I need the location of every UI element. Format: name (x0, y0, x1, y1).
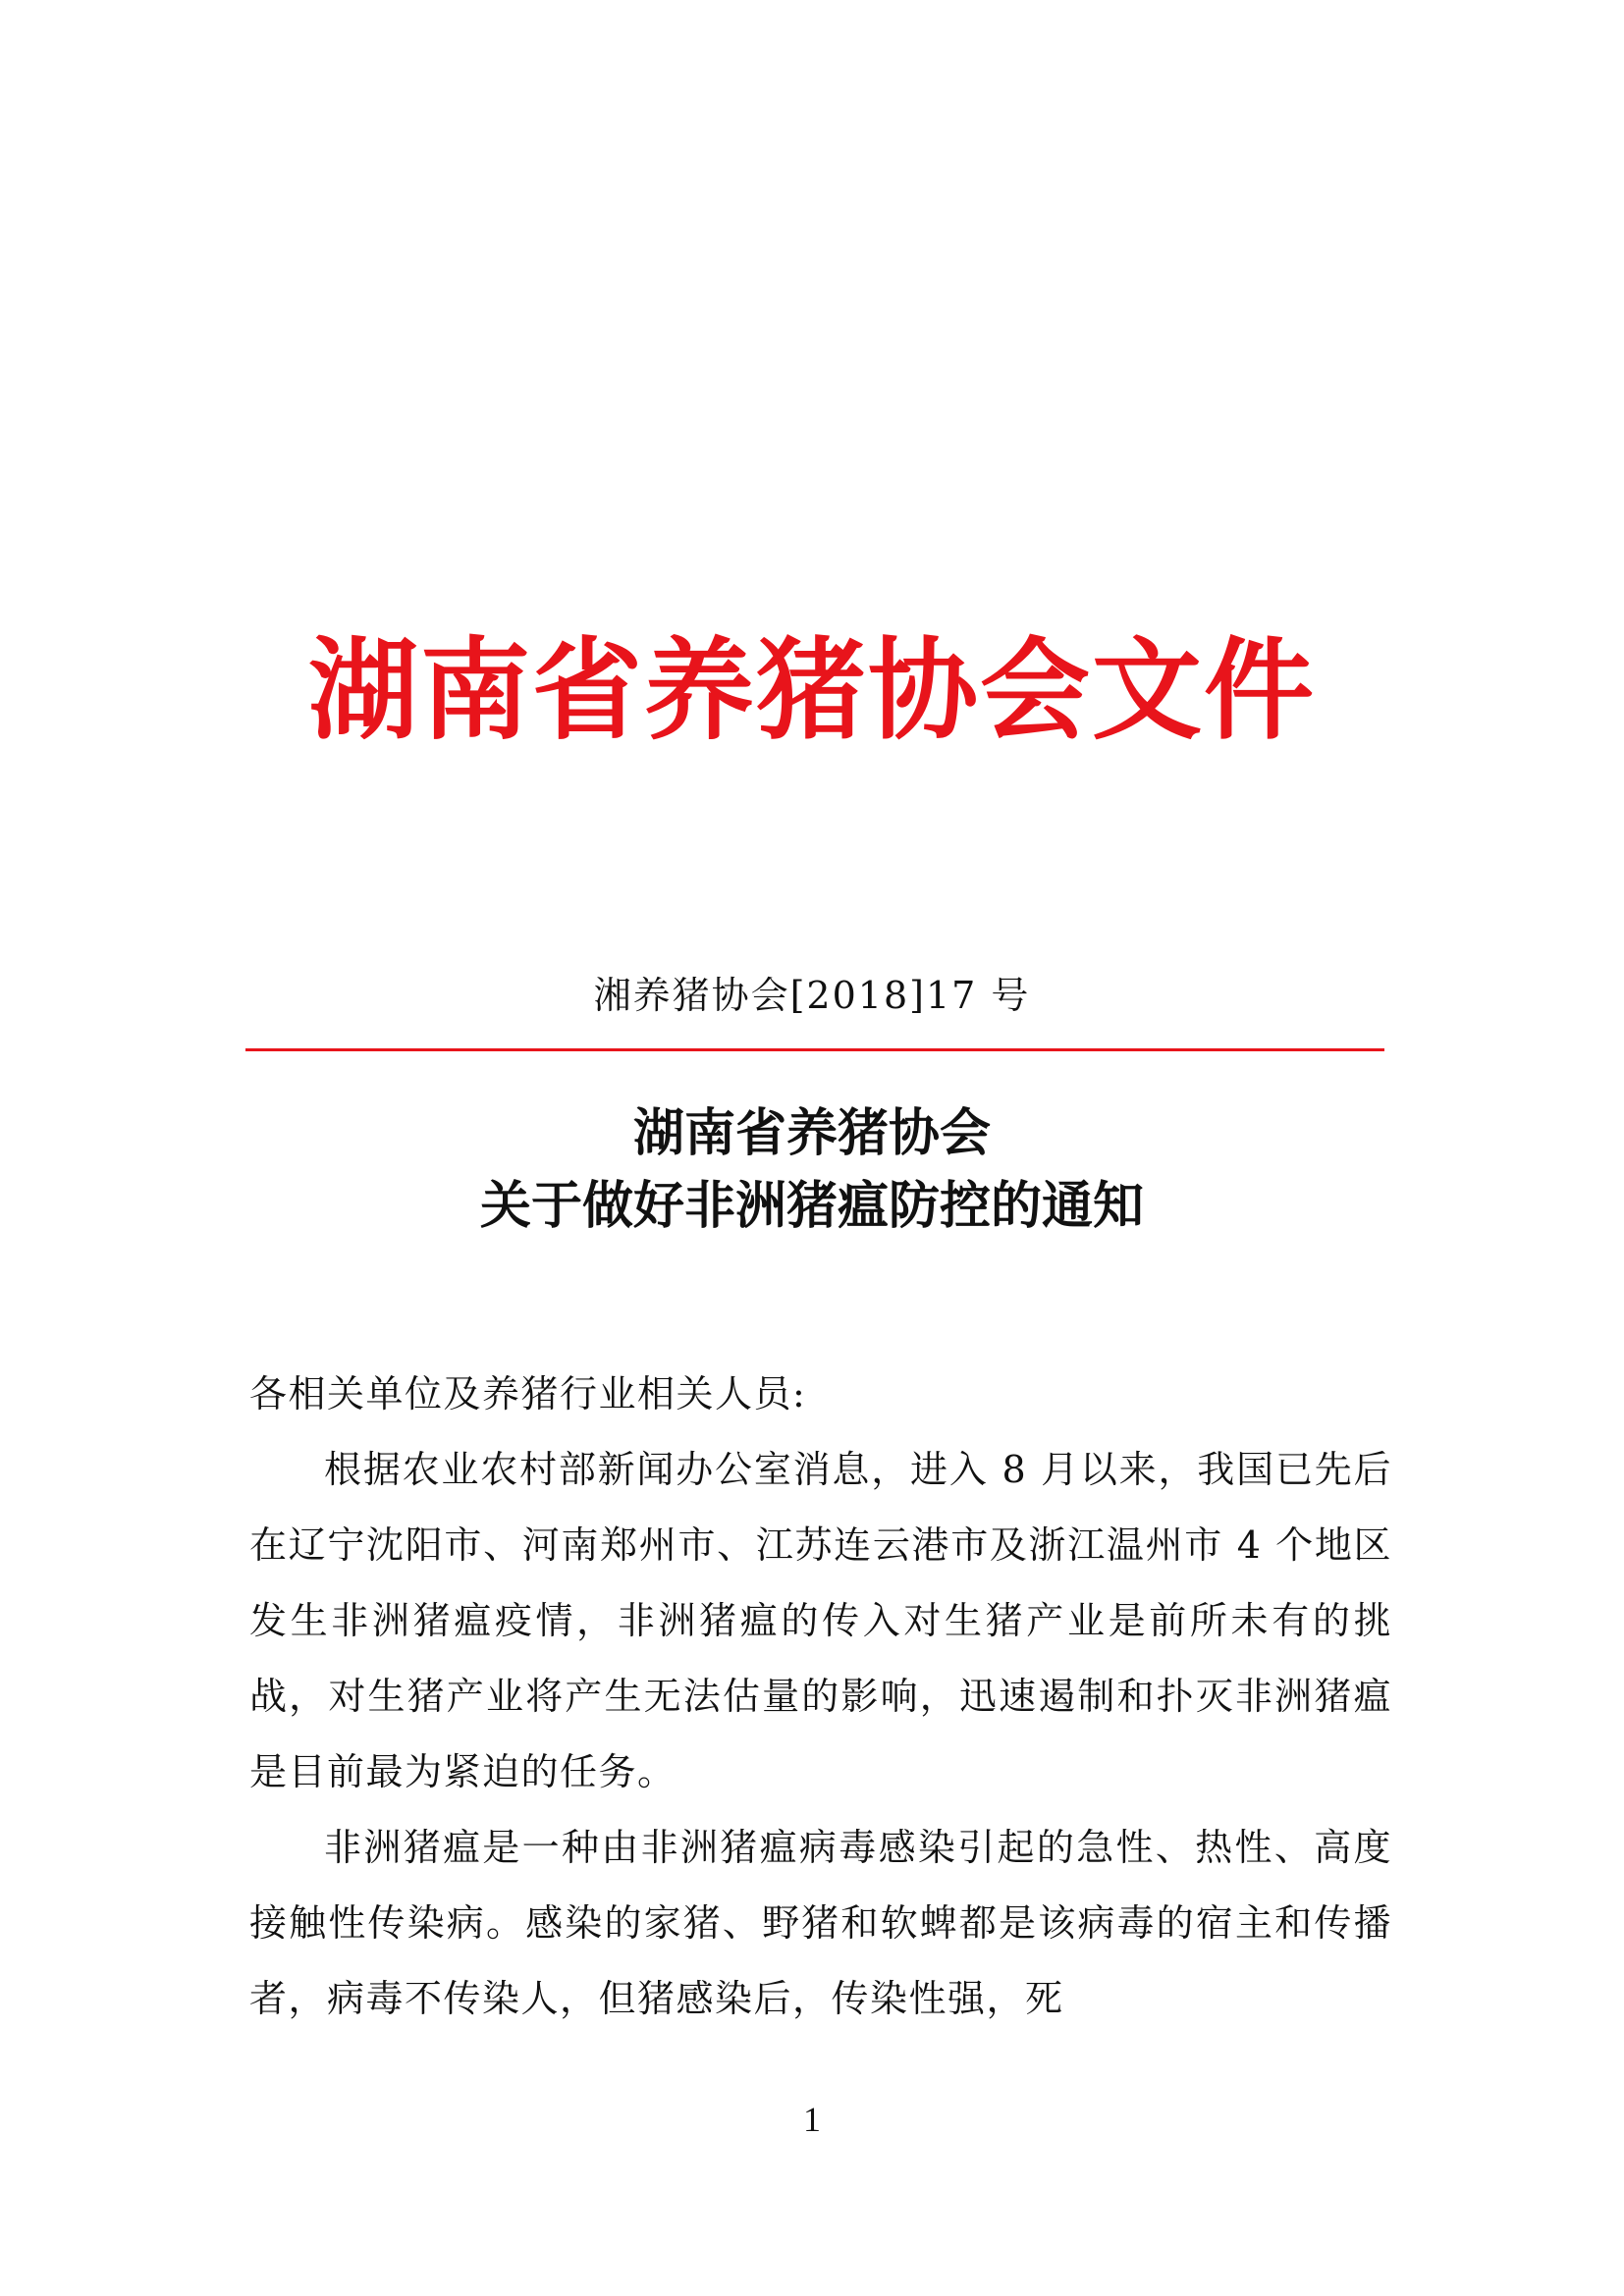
body-paragraph-2: 非洲猪瘟是一种由非洲猪瘟病毒感染引起的急性、热性、高度接触性传染病。感染的家猪、野猪和软蜱都是该病毒的宿主和传播者，病毒不传染人，但猪感染后，传染性强，死 (249, 1826, 1392, 2020)
salutation: 各相关单位及养猪行业相关人员: (249, 1372, 807, 1415)
notice-title-line-2: 关于做好非洲猪瘟防控的通知 (479, 1175, 1144, 1236)
notice-title (0, 1097, 1624, 1243)
document-header-title: 湖南省养猪协会文件 (308, 626, 1316, 755)
body-paragraph-1: 根据农业农村部新闻办公室消息，进入 8 月以来，我国已先后在辽宁沈阳市、河南郑州市、江苏连云港市及浙江温州市 4 个地区发生非洲猪瘟疫情，非洲猪瘟的传入对生猪产业是前所未有的挑战，对生猪产业将产生无法估量的影响，迅速遏制和扑灭非洲猪瘟是目前最为紧迫的任务。 (249, 1448, 1392, 1793)
document-number: 湘养猪协会[2018]17 号 (593, 974, 1031, 1017)
page-number: 1 (803, 2100, 821, 2139)
red-divider-line (245, 1048, 1384, 1051)
notice-title-line-1: 湖南省养猪协会 (632, 1103, 991, 1163)
document-body (249, 1357, 1392, 2037)
